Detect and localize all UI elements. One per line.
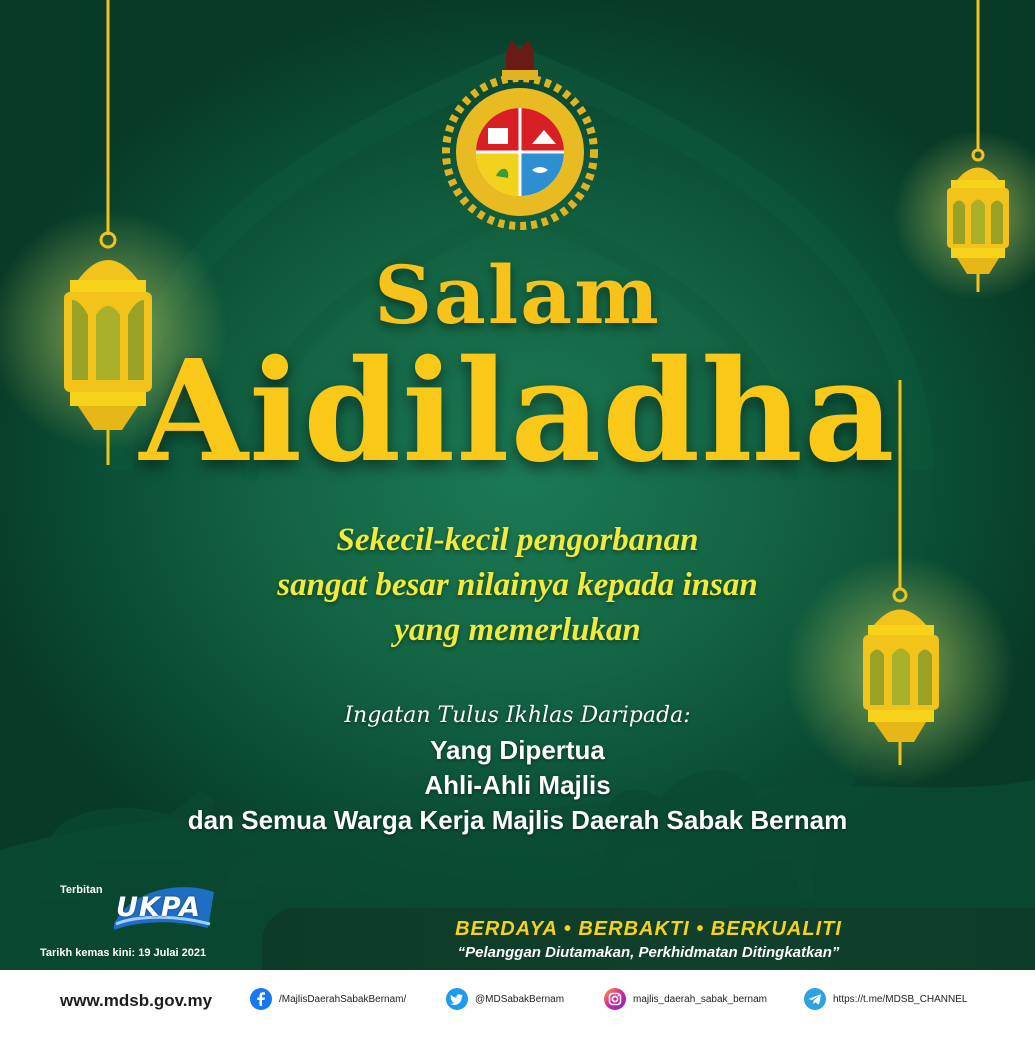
ukpa-logo-text: UKPA [116,892,202,923]
quote-line: yang memerlukan [394,612,641,648]
quote-line: sangat besar nilainya kepada insan [277,567,758,603]
greeting-line-2: Ahli-Ahli Majlis [424,770,611,800]
website-link[interactable]: www.mdsb.gov.my [60,991,213,1010]
social-twitter[interactable] [446,988,564,1010]
title-salam: Salam [374,248,661,342]
instagram-icon [604,988,626,1010]
telegram-icon [804,988,826,1010]
social-facebook-text: /MajlisDaerahSabakBernam/ [279,993,407,1005]
social-twitter-text: @MDSabakBernam [475,993,565,1005]
greeting-line-1: Yang Dipertua [430,735,605,765]
quote-block [0,518,1035,653]
social-instagram[interactable] [604,988,767,1010]
publisher-label: Terbitan [60,884,103,896]
footer [0,970,1035,1040]
updated-date: Tarikh kemas kini: 19 Julai 2021 [40,947,207,959]
greeting-intro: Ingatan Tulus Ikhlas Daripada: [344,703,691,728]
twitter-icon [446,988,468,1010]
social-instagram-text: majlis_daerah_sabak_bernam [633,993,767,1005]
mdsb-crest-logo [436,40,604,230]
title-aidiladha: Aidiladha [139,330,896,494]
slogan-band [262,908,1035,970]
slogan-sub: “Pelanggan Diutamakan, Perkhidmatan Ditingkatkan” [457,944,840,961]
slogan-main: BERDAYA • BERBAKTI • BERKUALITI [455,918,842,940]
quote-line: Sekecil-kecil pengorbanan [336,522,699,558]
social-telegram-text: https://t.me/MDSB_CHANNEL [833,993,968,1005]
facebook-icon [250,988,272,1010]
social-telegram[interactable] [804,988,967,1010]
greeting-line-3: dan Semua Warga Kerja Majlis Daerah Sabak Bernam [187,805,848,835]
social-facebook[interactable] [250,988,406,1010]
